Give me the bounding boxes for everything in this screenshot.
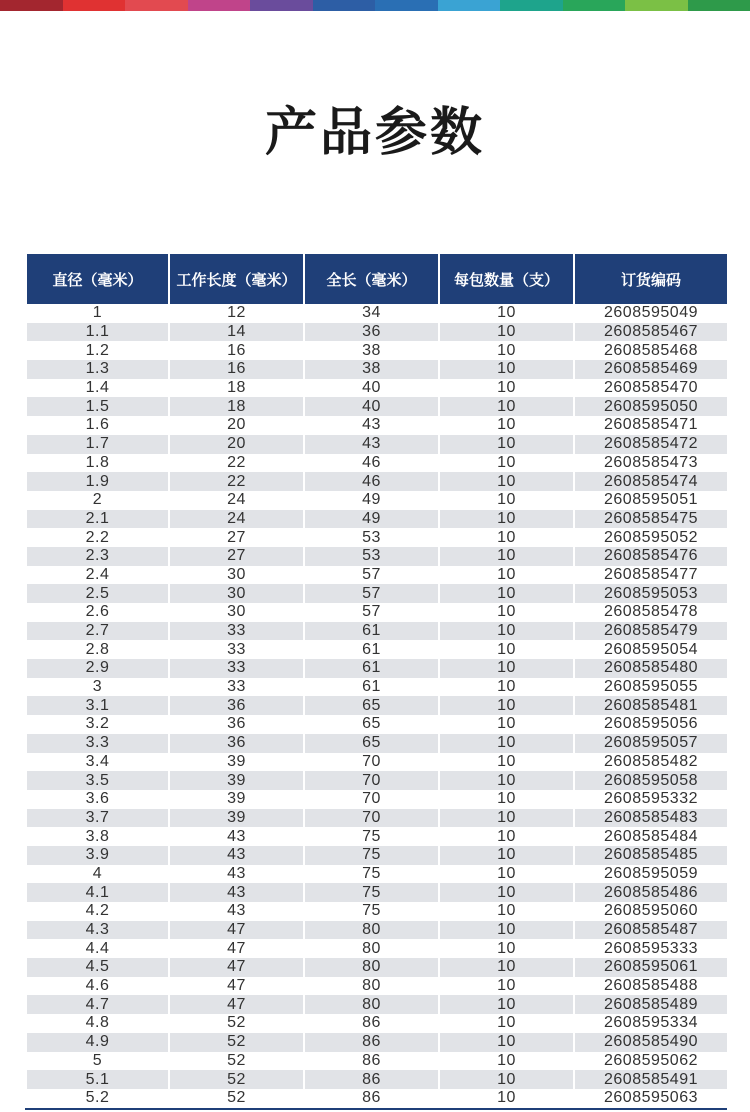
cell-order-code: 2608585469 <box>575 360 727 379</box>
cell-pack-quantity: 10 <box>440 472 573 491</box>
cell-diameter: 3.9 <box>27 846 168 865</box>
cell-order-code: 2608595063 <box>575 1089 727 1108</box>
table-row <box>27 472 727 491</box>
cell-working-length: 43 <box>170 883 303 902</box>
cell-total-length: 40 <box>305 397 438 416</box>
cell-pack-quantity: 10 <box>440 1052 573 1071</box>
table-row <box>27 528 727 547</box>
column-header-pack-quantity: 每包数量（支） <box>440 254 573 304</box>
cell-diameter: 4.3 <box>27 921 168 940</box>
cell-total-length: 75 <box>305 902 438 921</box>
cell-working-length: 14 <box>170 323 303 342</box>
cell-total-length: 86 <box>305 1033 438 1052</box>
table-row <box>27 678 727 697</box>
table-row <box>27 491 727 510</box>
table-row <box>27 771 727 790</box>
table-row <box>27 995 727 1014</box>
cell-working-length: 30 <box>170 566 303 585</box>
cell-order-code: 2608595334 <box>575 1014 727 1033</box>
cell-order-code: 2608585485 <box>575 846 727 865</box>
cell-diameter: 4.6 <box>27 977 168 996</box>
cell-diameter: 4.9 <box>27 1033 168 1052</box>
table-body <box>27 304 727 1108</box>
cell-working-length: 27 <box>170 528 303 547</box>
cell-diameter: 2.4 <box>27 566 168 585</box>
cell-diameter: 3.5 <box>27 771 168 790</box>
cell-working-length: 52 <box>170 1014 303 1033</box>
cell-total-length: 57 <box>305 584 438 603</box>
cell-diameter: 2 <box>27 491 168 510</box>
product-parameters-table <box>25 254 729 1108</box>
table-row <box>27 696 727 715</box>
cell-order-code: 2608585482 <box>575 753 727 772</box>
cell-diameter: 1.2 <box>27 341 168 360</box>
cell-order-code: 2608585478 <box>575 603 727 622</box>
cell-order-code: 2608595054 <box>575 640 727 659</box>
table-row <box>27 827 727 846</box>
cell-total-length: 38 <box>305 341 438 360</box>
cell-working-length: 20 <box>170 416 303 435</box>
table-row <box>27 584 727 603</box>
cell-total-length: 43 <box>305 416 438 435</box>
cell-total-length: 43 <box>305 435 438 454</box>
table-row <box>27 397 727 416</box>
stripe-segment <box>188 0 251 11</box>
cell-working-length: 43 <box>170 846 303 865</box>
cell-working-length: 16 <box>170 360 303 379</box>
cell-diameter: 1.7 <box>27 435 168 454</box>
cell-total-length: 46 <box>305 472 438 491</box>
table-row <box>27 360 727 379</box>
cell-diameter: 1 <box>27 304 168 323</box>
cell-order-code: 2608585479 <box>575 622 727 641</box>
table-row <box>27 958 727 977</box>
cell-working-length: 47 <box>170 977 303 996</box>
cell-total-length: 65 <box>305 715 438 734</box>
cell-pack-quantity: 10 <box>440 734 573 753</box>
table-row <box>27 659 727 678</box>
cell-order-code: 2608595059 <box>575 865 727 884</box>
cell-total-length: 65 <box>305 734 438 753</box>
cell-working-length: 18 <box>170 379 303 398</box>
cell-working-length: 47 <box>170 921 303 940</box>
cell-diameter: 1.3 <box>27 360 168 379</box>
cell-pack-quantity: 10 <box>440 939 573 958</box>
cell-diameter: 2.2 <box>27 528 168 547</box>
cell-total-length: 75 <box>305 865 438 884</box>
cell-total-length: 61 <box>305 659 438 678</box>
cell-total-length: 86 <box>305 1052 438 1071</box>
table-row <box>27 341 727 360</box>
table-row <box>27 939 727 958</box>
cell-working-length: 52 <box>170 1052 303 1071</box>
stripe-segment <box>250 0 313 11</box>
table-header-row <box>27 254 727 304</box>
cell-total-length: 53 <box>305 528 438 547</box>
cell-order-code: 2608585471 <box>575 416 727 435</box>
cell-diameter: 3.1 <box>27 696 168 715</box>
cell-working-length: 52 <box>170 1033 303 1052</box>
cell-working-length: 39 <box>170 809 303 828</box>
cell-working-length: 43 <box>170 902 303 921</box>
cell-order-code: 2608585473 <box>575 454 727 473</box>
cell-working-length: 30 <box>170 584 303 603</box>
cell-pack-quantity: 10 <box>440 1089 573 1108</box>
table-row <box>27 566 727 585</box>
cell-total-length: 57 <box>305 603 438 622</box>
cell-pack-quantity: 10 <box>440 603 573 622</box>
cell-pack-quantity: 10 <box>440 323 573 342</box>
cell-order-code: 2608585483 <box>575 809 727 828</box>
cell-diameter: 4.4 <box>27 939 168 958</box>
cell-pack-quantity: 10 <box>440 454 573 473</box>
cell-order-code: 2608595332 <box>575 790 727 809</box>
table-row <box>27 640 727 659</box>
cell-total-length: 80 <box>305 977 438 996</box>
cell-order-code: 2608595058 <box>575 771 727 790</box>
page-title: 产品参数 <box>264 103 485 163</box>
table-row <box>27 902 727 921</box>
cell-total-length: 75 <box>305 883 438 902</box>
cell-order-code: 2608585488 <box>575 977 727 996</box>
cell-total-length: 70 <box>305 771 438 790</box>
cell-total-length: 86 <box>305 1089 438 1108</box>
cell-pack-quantity: 10 <box>440 902 573 921</box>
cell-working-length: 30 <box>170 603 303 622</box>
cell-pack-quantity: 10 <box>440 360 573 379</box>
column-header-working-length: 工作长度（毫米） <box>170 254 303 304</box>
column-header-total-length: 全长（毫米） <box>305 254 438 304</box>
cell-total-length: 53 <box>305 547 438 566</box>
cell-diameter: 2.8 <box>27 640 168 659</box>
cell-pack-quantity: 10 <box>440 435 573 454</box>
table-row <box>27 1014 727 1033</box>
cell-diameter: 3.8 <box>27 827 168 846</box>
table-row <box>27 734 727 753</box>
cell-total-length: 49 <box>305 491 438 510</box>
table-row <box>27 1089 727 1108</box>
cell-working-length: 12 <box>170 304 303 323</box>
table-row <box>27 454 727 473</box>
stripe-segment <box>688 0 750 11</box>
cell-pack-quantity: 10 <box>440 921 573 940</box>
cell-pack-quantity: 10 <box>440 995 573 1014</box>
cell-pack-quantity: 10 <box>440 865 573 884</box>
cell-pack-quantity: 10 <box>440 304 573 323</box>
cell-total-length: 61 <box>305 622 438 641</box>
cell-diameter: 3.6 <box>27 790 168 809</box>
table-row <box>27 883 727 902</box>
stripe-segment <box>563 0 626 11</box>
cell-order-code: 2608585484 <box>575 827 727 846</box>
stripe-segment <box>438 0 501 11</box>
cell-pack-quantity: 10 <box>440 528 573 547</box>
cell-pack-quantity: 10 <box>440 584 573 603</box>
table-row <box>27 921 727 940</box>
header-color-stripe <box>0 0 750 11</box>
cell-total-length: 34 <box>305 304 438 323</box>
cell-pack-quantity: 10 <box>440 659 573 678</box>
cell-pack-quantity: 10 <box>440 1014 573 1033</box>
cell-working-length: 36 <box>170 696 303 715</box>
cell-total-length: 36 <box>305 323 438 342</box>
cell-working-length: 27 <box>170 547 303 566</box>
cell-diameter: 3 <box>27 678 168 697</box>
stripe-segment <box>625 0 688 11</box>
cell-total-length: 80 <box>305 958 438 977</box>
cell-order-code: 2608595050 <box>575 397 727 416</box>
column-header-diameter: 直径（毫米） <box>27 254 168 304</box>
table-row <box>27 1070 727 1089</box>
stripe-segment <box>125 0 188 11</box>
cell-order-code: 2608595051 <box>575 491 727 510</box>
cell-diameter: 5 <box>27 1052 168 1071</box>
cell-diameter: 3.4 <box>27 753 168 772</box>
cell-order-code: 2608595061 <box>575 958 727 977</box>
table-row <box>27 323 727 342</box>
cell-diameter: 5.2 <box>27 1089 168 1108</box>
cell-diameter: 2.9 <box>27 659 168 678</box>
cell-diameter: 4.5 <box>27 958 168 977</box>
cell-diameter: 1.1 <box>27 323 168 342</box>
cell-pack-quantity: 10 <box>440 491 573 510</box>
cell-working-length: 36 <box>170 734 303 753</box>
cell-pack-quantity: 10 <box>440 678 573 697</box>
cell-pack-quantity: 10 <box>440 566 573 585</box>
cell-diameter: 4.8 <box>27 1014 168 1033</box>
cell-pack-quantity: 10 <box>440 622 573 641</box>
cell-diameter: 4 <box>27 865 168 884</box>
stripe-segment <box>375 0 438 11</box>
cell-order-code: 2608585480 <box>575 659 727 678</box>
table-row <box>27 846 727 865</box>
cell-pack-quantity: 10 <box>440 1033 573 1052</box>
cell-working-length: 36 <box>170 715 303 734</box>
cell-pack-quantity: 10 <box>440 827 573 846</box>
cell-order-code: 2608595333 <box>575 939 727 958</box>
table-row <box>27 416 727 435</box>
cell-order-code: 2608585472 <box>575 435 727 454</box>
cell-pack-quantity: 10 <box>440 341 573 360</box>
cell-total-length: 80 <box>305 921 438 940</box>
cell-working-length: 18 <box>170 397 303 416</box>
cell-diameter: 4.1 <box>27 883 168 902</box>
cell-pack-quantity: 10 <box>440 379 573 398</box>
cell-working-length: 43 <box>170 865 303 884</box>
cell-pack-quantity: 10 <box>440 771 573 790</box>
cell-pack-quantity: 10 <box>440 696 573 715</box>
table-row <box>27 809 727 828</box>
cell-working-length: 16 <box>170 341 303 360</box>
cell-order-code: 2608585470 <box>575 379 727 398</box>
cell-order-code: 2608585477 <box>575 566 727 585</box>
cell-total-length: 75 <box>305 827 438 846</box>
cell-diameter: 2.5 <box>27 584 168 603</box>
cell-diameter: 3.3 <box>27 734 168 753</box>
cell-working-length: 47 <box>170 958 303 977</box>
cell-total-length: 80 <box>305 995 438 1014</box>
column-header-order-code: 订货编码 <box>575 254 727 304</box>
cell-diameter: 2.1 <box>27 510 168 529</box>
cell-working-length: 52 <box>170 1089 303 1108</box>
cell-order-code: 2608595053 <box>575 584 727 603</box>
cell-order-code: 2608585474 <box>575 472 727 491</box>
cell-diameter: 1.8 <box>27 454 168 473</box>
table-row <box>27 790 727 809</box>
table-row <box>27 510 727 529</box>
cell-pack-quantity: 10 <box>440 753 573 772</box>
table-row <box>27 379 727 398</box>
cell-pack-quantity: 10 <box>440 846 573 865</box>
table-row <box>27 753 727 772</box>
cell-working-length: 47 <box>170 995 303 1014</box>
cell-order-code: 2608585467 <box>575 323 727 342</box>
cell-working-length: 39 <box>170 790 303 809</box>
cell-working-length: 22 <box>170 454 303 473</box>
stripe-segment <box>0 0 63 11</box>
cell-working-length: 52 <box>170 1070 303 1089</box>
cell-order-code: 2608595055 <box>575 678 727 697</box>
cell-total-length: 49 <box>305 510 438 529</box>
table-row <box>27 1033 727 1052</box>
table-row <box>27 304 727 323</box>
cell-order-code: 2608585468 <box>575 341 727 360</box>
cell-working-length: 47 <box>170 939 303 958</box>
cell-diameter: 1.4 <box>27 379 168 398</box>
cell-total-length: 61 <box>305 640 438 659</box>
cell-working-length: 43 <box>170 827 303 846</box>
table-row <box>27 547 727 566</box>
table-row <box>27 1052 727 1071</box>
cell-order-code: 2608585475 <box>575 510 727 529</box>
cell-pack-quantity: 10 <box>440 715 573 734</box>
cell-total-length: 38 <box>305 360 438 379</box>
cell-pack-quantity: 10 <box>440 510 573 529</box>
cell-total-length: 70 <box>305 809 438 828</box>
cell-diameter: 2.6 <box>27 603 168 622</box>
cell-pack-quantity: 10 <box>440 958 573 977</box>
cell-total-length: 75 <box>305 846 438 865</box>
cell-diameter: 2.3 <box>27 547 168 566</box>
cell-order-code: 2608585489 <box>575 995 727 1014</box>
cell-pack-quantity: 10 <box>440 547 573 566</box>
cell-diameter: 4.7 <box>27 995 168 1014</box>
stripe-segment <box>500 0 563 11</box>
cell-order-code: 2608595057 <box>575 734 727 753</box>
cell-total-length: 86 <box>305 1070 438 1089</box>
cell-diameter: 1.9 <box>27 472 168 491</box>
cell-total-length: 86 <box>305 1014 438 1033</box>
cell-diameter: 5.1 <box>27 1070 168 1089</box>
cell-diameter: 3.2 <box>27 715 168 734</box>
table-row <box>27 435 727 454</box>
table-row <box>27 603 727 622</box>
cell-total-length: 70 <box>305 790 438 809</box>
table-row <box>27 715 727 734</box>
cell-working-length: 33 <box>170 678 303 697</box>
cell-pack-quantity: 10 <box>440 416 573 435</box>
cell-order-code: 2608585491 <box>575 1070 727 1089</box>
cell-order-code: 2608585481 <box>575 696 727 715</box>
table-row <box>27 977 727 996</box>
table-row <box>27 865 727 884</box>
cell-working-length: 22 <box>170 472 303 491</box>
cell-pack-quantity: 10 <box>440 809 573 828</box>
cell-diameter: 1.6 <box>27 416 168 435</box>
stripe-segment <box>313 0 376 11</box>
cell-diameter: 4.2 <box>27 902 168 921</box>
cell-working-length: 33 <box>170 622 303 641</box>
table-bottom-rule <box>25 1108 727 1110</box>
cell-pack-quantity: 10 <box>440 397 573 416</box>
cell-pack-quantity: 10 <box>440 1070 573 1089</box>
cell-working-length: 20 <box>170 435 303 454</box>
cell-pack-quantity: 10 <box>440 977 573 996</box>
cell-diameter: 2.7 <box>27 622 168 641</box>
cell-order-code: 2608585487 <box>575 921 727 940</box>
cell-total-length: 46 <box>305 454 438 473</box>
table-row <box>27 622 727 641</box>
cell-working-length: 24 <box>170 491 303 510</box>
cell-order-code: 2608595060 <box>575 902 727 921</box>
cell-total-length: 57 <box>305 566 438 585</box>
cell-total-length: 40 <box>305 379 438 398</box>
cell-pack-quantity: 10 <box>440 640 573 659</box>
stripe-segment <box>63 0 126 11</box>
cell-working-length: 33 <box>170 659 303 678</box>
cell-working-length: 39 <box>170 753 303 772</box>
cell-working-length: 24 <box>170 510 303 529</box>
cell-order-code: 2608595049 <box>575 304 727 323</box>
cell-pack-quantity: 10 <box>440 883 573 902</box>
cell-working-length: 33 <box>170 640 303 659</box>
cell-diameter: 1.5 <box>27 397 168 416</box>
cell-order-code: 2608595062 <box>575 1052 727 1071</box>
cell-total-length: 61 <box>305 678 438 697</box>
cell-order-code: 2608585490 <box>575 1033 727 1052</box>
cell-working-length: 39 <box>170 771 303 790</box>
cell-order-code: 2608595056 <box>575 715 727 734</box>
cell-total-length: 65 <box>305 696 438 715</box>
cell-order-code: 2608585486 <box>575 883 727 902</box>
cell-total-length: 80 <box>305 939 438 958</box>
cell-diameter: 3.7 <box>27 809 168 828</box>
cell-total-length: 70 <box>305 753 438 772</box>
cell-order-code: 2608595052 <box>575 528 727 547</box>
cell-pack-quantity: 10 <box>440 790 573 809</box>
cell-order-code: 2608585476 <box>575 547 727 566</box>
